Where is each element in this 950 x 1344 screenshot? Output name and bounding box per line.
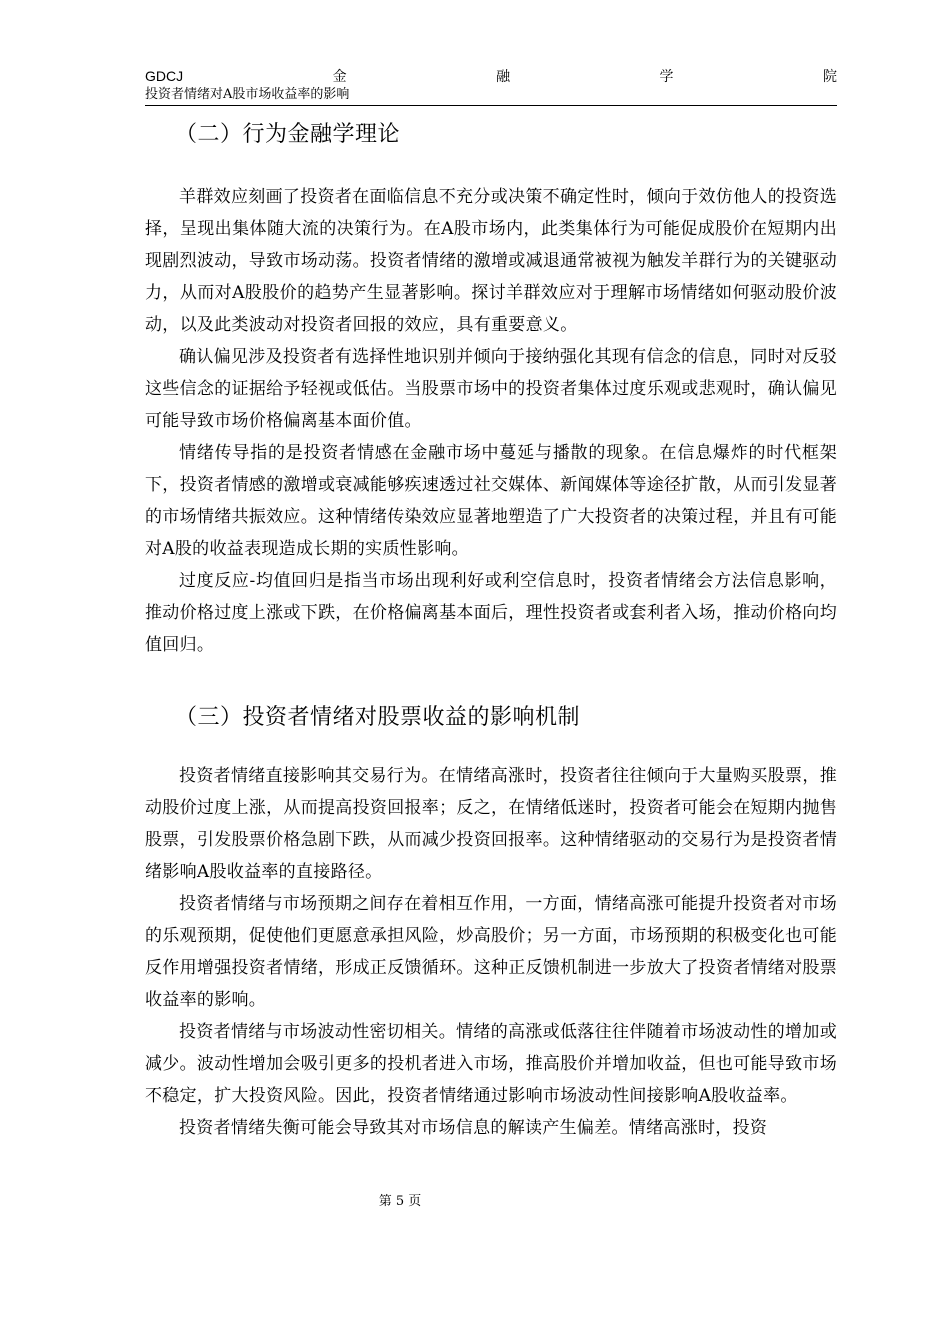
header-org-char: 院 [823, 68, 837, 84]
page-header [145, 66, 837, 106]
header-divider [145, 105, 837, 106]
body-paragraph: 投资者情绪与市场预期之间存在着相互作用，一方面，情绪高涨可能提升投资者对市场的乐观预期，促使他们更愿意承担风险，炒高股价；另一方面，市场预期的积极变化也可能反作用增强投资者情绪，形成正反馈循环。这种正反馈机制进一步放大了投资者情绪对股票收益率的影响。 [145, 894, 837, 1010]
body-paragraph: 确认偏见涉及投资者有选择性地识别并倾向于接纳强化其现有信念的信息，同时对反驳这些信念的证据给予轻视或低估。当股票市场中的投资者集体过度乐观或悲观时，确认偏见可能导致市场价格偏离基本面价值。 [145, 347, 837, 431]
header-org-char: 融 [496, 68, 511, 84]
header-org-line [145, 66, 837, 86]
page-content [145, 110, 837, 1144]
body-paragraph: 投资者情绪失衡可能会导致其对市场信息的解读产生偏差。情绪高涨时，投资 [179, 1118, 768, 1138]
body-paragraph: 过度反应-均值回归是指当市场出现利好或利空信息时，投资者情绪会方法信息影响，推动价格过度上涨或下跌，在价格偏离基本面后，理性投资者或套利者入场，推动价格向均值回归。 [145, 571, 837, 655]
header-doc-title: 投资者情绪对A股市场收益率的影响 [145, 87, 350, 102]
body-paragraph: 羊群效应刻画了投资者在面临信息不充分或决策不确定性时，倾向于效仿他人的投资选择，呈现出集体随大流的决策行为。在A股市场内，此类集体行为可能促成股价在短期内出现剧烈波动，导致市场动荡。投资者情绪的激增或减退通常被视为触发羊群行为的关键驱动力，从而对A股股价的趋势产生显著影响。探讨羊群效应对于理解市场情绪如何驱动股价波动，以及此类波动对投资者回报的效应，具有重要意义。 [145, 187, 837, 335]
section-heading: （三）投资者情绪对股票收益的影响机制 [175, 705, 581, 730]
header-org-char: 学 [659, 68, 674, 84]
body-paragraph: 投资者情绪直接影响其交易行为。在情绪高涨时，投资者往往倾向于大量购买股票，推动股价过度上涨，从而提高投资回报率；反之，在情绪低迷时，投资者可能会在短期内抛售股票，引发股票价格急剧下跌，从而减少投资回报率。这种情绪驱动的交易行为是投资者情绪影响A股收益率的直接路径。 [145, 766, 837, 882]
body-paragraph: 投资者情绪与市场波动性密切相关。情绪的高涨或低落往往伴随着市场波动性的增加或减少。波动性增加会吸引更多的投机者进入市场，推高股价并增加收益，但也可能导致市场不稳定，扩大投资风险。因此，投资者情绪通过影响市场波动性间接影响A股收益率。 [145, 1022, 837, 1106]
page-number: 第 5 页 [378, 1194, 422, 1209]
body-paragraph: 情绪传导指的是投资者情感在金融市场中蔓延与播散的现象。在信息爆炸的时代框架下，投资者情感的激增或衰减能够疾速透过社交媒体、新闻媒体等途径扩散，从而引发显著的市场情绪共振效应。这种情绪传染效应显著地塑造了广大投资者的决策过程，并且有可能对A股的收益表现造成长期的实质性影响。 [145, 443, 837, 559]
header-org-char: 金 [332, 68, 347, 84]
section-heading: （二）行为金融学理论 [175, 122, 401, 147]
header-org-code: GDCJ [145, 68, 184, 84]
